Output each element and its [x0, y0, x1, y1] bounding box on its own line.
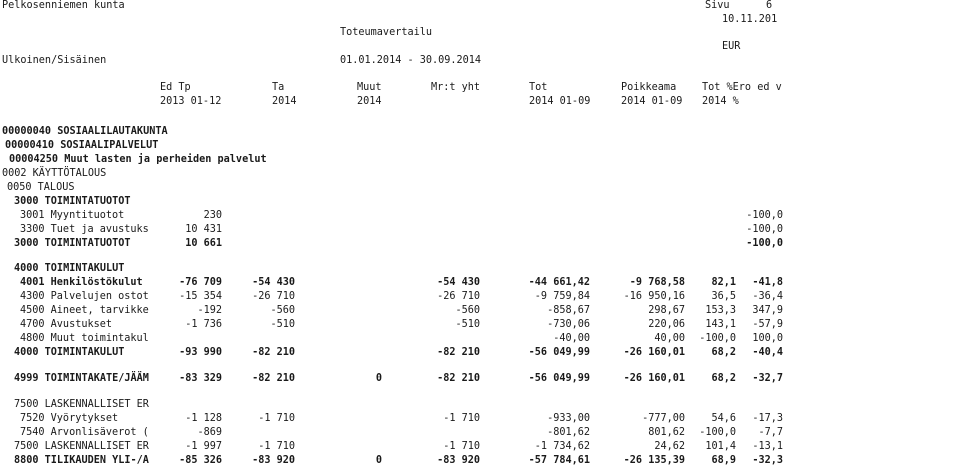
cell-erovv: -36,4: [752, 291, 783, 302]
cell-ta: -82 210: [252, 373, 295, 384]
cell-edtp: 230: [203, 210, 222, 221]
cell-edtp: -83 329: [179, 373, 222, 384]
row-label: 0050 TALOUS: [7, 182, 75, 193]
row-label: 3001 Myyntituotot: [20, 210, 125, 221]
row-label: 0002 KÄYTTÖTALOUS: [2, 168, 107, 179]
row-label: 4000 TOIMINTAKULUT: [14, 347, 125, 358]
col-edtp-period: 2013 01-12: [160, 96, 222, 107]
cell-mrt: -26 710: [437, 291, 480, 302]
cell-poikkeama: -26 135,39: [623, 455, 685, 466]
col-ta-year: 2014: [272, 96, 297, 107]
cell-edtp: -869: [197, 427, 222, 438]
table-row: [0, 455, 960, 469]
table-row: [0, 291, 960, 305]
cell-mrt: -54 430: [437, 277, 480, 288]
cell-mrt: -560: [455, 305, 480, 316]
report-header: [0, 0, 960, 70]
row-label: 4999 TOIMINTAKATE/JÄÄM: [14, 373, 149, 384]
table-row: [0, 347, 960, 361]
cell-erovv: 100,0: [752, 333, 783, 344]
cell-poikkeama: -777,00: [642, 413, 685, 424]
col-totpct-label: Tot %Ero ed v: [702, 82, 782, 93]
cell-ta: -1 710: [258, 413, 295, 424]
cell-tot: -9 759,84: [534, 291, 590, 302]
table-row: [0, 126, 960, 140]
cell-edtp: -192: [197, 305, 222, 316]
cell-erovv: -100,0: [746, 224, 783, 235]
report-date: 10.11.201: [722, 14, 778, 25]
col-muut-year: 2014: [357, 96, 382, 107]
col-tot-label: Tot: [529, 82, 548, 93]
cell-erovv: 347,9: [752, 305, 783, 316]
cell-totpct: 36,5: [711, 291, 736, 302]
table-row: [0, 441, 960, 455]
col-muut-label: Muut: [357, 82, 382, 93]
cell-erovv: -57,9: [752, 319, 783, 330]
cell-totpct: 54,6: [711, 413, 736, 424]
cell-tot: -1 734,62: [534, 441, 590, 452]
scope: Ulkoinen/Sisäinen: [2, 55, 107, 66]
cell-ta: -510: [270, 319, 295, 330]
report-table: [0, 118, 960, 466]
row-label: 3000 TOIMINTATUOTOT: [14, 196, 131, 207]
row-label: 00000410 SOSIAALIPALVELUT: [5, 140, 159, 151]
cell-poikkeama: -26 160,01: [623, 347, 685, 358]
table-row: [0, 263, 960, 277]
table-row: [0, 399, 960, 413]
col-ta-label: Ta: [272, 82, 285, 93]
cell-totpct: 153,3: [705, 305, 736, 316]
cell-tot: -57 784,61: [528, 455, 590, 466]
cell-totpct: -100,0: [699, 333, 736, 344]
table-row: [0, 427, 960, 441]
cell-muut: 0: [375, 455, 382, 466]
cell-totpct: 101,4: [705, 441, 736, 452]
cell-mrt: -1 710: [443, 441, 480, 452]
cell-totpct: 68,2: [711, 373, 736, 384]
cell-mrt: -83 920: [437, 455, 480, 466]
cell-ta: -54 430: [252, 277, 295, 288]
table-row: [0, 182, 960, 196]
table-row: [0, 168, 960, 182]
row-label: 4000 TOIMINTAKULUT: [14, 263, 125, 274]
cell-poikkeama: 40,00: [654, 333, 685, 344]
col-poikkeama-label: Poikkeama: [621, 82, 677, 93]
table-row: [0, 140, 960, 154]
cell-totpct: 82,1: [711, 277, 736, 288]
cell-edtp: -93 990: [179, 347, 222, 358]
cell-edtp: 10 661: [185, 238, 222, 249]
table-row: [0, 224, 960, 238]
cell-erovv: -100,0: [746, 238, 783, 249]
row-label: 4700 Avustukset: [20, 319, 113, 330]
cell-tot: -56 049,99: [528, 347, 590, 358]
page-number: 6: [766, 0, 773, 11]
cell-mrt: -82 210: [437, 347, 480, 358]
table-row: [0, 373, 960, 387]
cell-edtp: -15 354: [179, 291, 222, 302]
cell-edtp: 10 431: [185, 224, 222, 235]
report-title: Toteumavertailu: [340, 27, 433, 38]
cell-tot: -730,06: [547, 319, 590, 330]
cell-erovv: -100,0: [746, 210, 783, 221]
row-label: 4001 Henkilöstökulut: [20, 277, 143, 288]
cell-poikkeama: 220,06: [648, 319, 685, 330]
cell-edtp: -76 709: [179, 277, 222, 288]
cell-mrt: -510: [455, 319, 480, 330]
col-poikkeama-period: 2014 01-09: [621, 96, 683, 107]
row-label: 8800 TILIKAUDEN YLI-/A: [14, 455, 149, 466]
row-label: 00004250 Muut lasten ja perheiden palvelut: [9, 154, 267, 165]
cell-totpct: -100,0: [699, 427, 736, 438]
cell-poikkeama: -26 160,01: [623, 373, 685, 384]
cell-erovv: -32,3: [752, 455, 783, 466]
cell-ta: -560: [270, 305, 295, 316]
cell-erovv: -17,3: [752, 413, 783, 424]
cell-erovv: -7,7: [758, 427, 783, 438]
table-row: [0, 238, 960, 252]
row-label: 7500 LASKENNALLISET ER: [14, 399, 149, 410]
row-label: 4800 Muut toimintakul: [20, 333, 149, 344]
page-label: Sivu: [705, 0, 730, 11]
row-label: 7540 Arvonlisäverot (: [20, 427, 149, 438]
cell-erovv: -40,4: [752, 347, 783, 358]
row-label: 3000 TOIMINTATUOTOT: [14, 238, 131, 249]
municipality-name: Pelkosenniemen kunta: [2, 0, 125, 11]
col-mrt-label: Mr:t yht: [431, 82, 481, 93]
cell-edtp: -85 326: [179, 455, 222, 466]
col-edtp-label: Ed Tp: [160, 82, 191, 93]
cell-mrt: -1 710: [443, 413, 480, 424]
cell-poikkeama: 24,62: [654, 441, 685, 452]
cell-tot: -44 661,42: [528, 277, 590, 288]
col-totpct-year: 2014 %: [702, 96, 739, 107]
table-row: [0, 196, 960, 210]
table-row: [0, 319, 960, 333]
cell-edtp: -1 128: [185, 413, 222, 424]
cell-poikkeama: 801,62: [648, 427, 685, 438]
cell-ta: -83 920: [252, 455, 295, 466]
table-row: [0, 154, 960, 168]
table-row: [0, 305, 960, 319]
cell-totpct: 143,1: [705, 319, 736, 330]
cell-ta: -1 710: [258, 441, 295, 452]
row-label: 7500 LASKENNALLISET ER: [14, 441, 149, 452]
cell-edtp: -1 736: [185, 319, 222, 330]
table-row: [0, 277, 960, 291]
cell-tot: -56 049,99: [528, 373, 590, 384]
cell-tot: -40,00: [553, 333, 590, 344]
cell-ta: -26 710: [252, 291, 295, 302]
table-row: [0, 333, 960, 347]
cell-poikkeama: -16 950,16: [623, 291, 685, 302]
row-label: 00000040 SOSIAALILAUTAKUNTA: [2, 126, 168, 137]
currency: EUR: [722, 41, 741, 52]
column-headers: [0, 70, 960, 118]
row-label: 4300 Palvelujen ostot: [20, 291, 149, 302]
cell-mrt: -82 210: [437, 373, 480, 384]
cell-erovv: -41,8: [752, 277, 783, 288]
cell-tot: -801,62: [547, 427, 590, 438]
cell-muut: 0: [375, 373, 382, 384]
row-label: 4500 Aineet, tarvikke: [20, 305, 149, 316]
row-label: 3300 Tuet ja avustuks: [20, 224, 149, 235]
cell-erovv: -13,1: [752, 441, 783, 452]
cell-poikkeama: -9 768,58: [629, 277, 685, 288]
cell-edtp: -1 997: [185, 441, 222, 452]
cell-ta: -82 210: [252, 347, 295, 358]
cell-totpct: 68,9: [711, 455, 736, 466]
cell-tot: -858,67: [547, 305, 590, 316]
cell-poikkeama: 298,67: [648, 305, 685, 316]
period: 01.01.2014 - 30.09.2014: [340, 55, 482, 66]
cell-tot: -933,00: [547, 413, 590, 424]
col-tot-period: 2014 01-09: [529, 96, 591, 107]
table-row: [0, 413, 960, 427]
row-label: 7520 Vyörytykset: [20, 413, 119, 424]
table-row: [0, 210, 960, 224]
cell-erovv: -32,7: [752, 373, 783, 384]
cell-totpct: 68,2: [711, 347, 736, 358]
